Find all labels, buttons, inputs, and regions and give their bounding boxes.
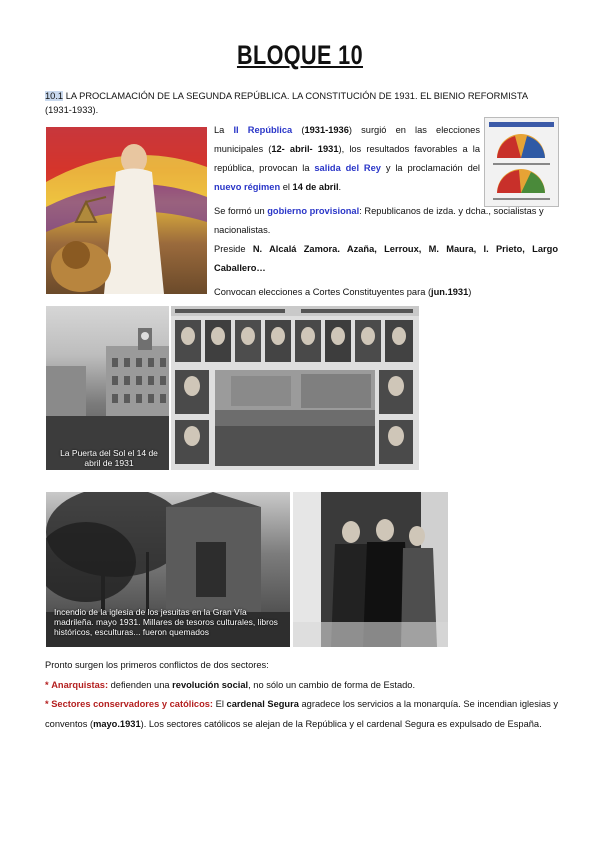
text-run: ), los resultados favorables a la república, provocan la xyxy=(214,144,480,173)
text-run: La xyxy=(214,125,234,135)
cardinal-segura-photo xyxy=(293,492,448,647)
conservatives-label: Sectores conservadores y católicos: xyxy=(51,699,214,709)
anarchists-label: Anarquistas: xyxy=(51,680,109,690)
provisional-government-newspaper xyxy=(171,306,419,470)
text-run: agradece los servicios a la monarquía. Se incendian iglesias y conventos ( xyxy=(45,699,559,729)
text-run: ). Los sectores católicos se alejan de la República y el cardenal Segura es expulsado de España. xyxy=(140,719,542,729)
presidents-paragraph xyxy=(214,240,558,278)
text-run: : Republicanos de izda. y dcha., socialistas y nacionalistas. xyxy=(214,206,544,235)
intro-paragraph xyxy=(214,121,480,197)
section-number: 10.1 xyxy=(45,91,64,101)
puerta-del-sol-photo xyxy=(46,306,169,470)
bullet-marker: * xyxy=(45,680,49,690)
puerta-sol-caption: La Puerta del Sol el 14 de abril de 1931 xyxy=(60,448,158,468)
elections-date: jun.1931 xyxy=(431,287,469,297)
section-heading xyxy=(45,89,555,117)
text-run: Se formó un xyxy=(214,206,268,216)
conservatives-item xyxy=(45,694,558,734)
text-run: Convocan elecciones a Cortes Constituyentes para ( xyxy=(214,287,432,297)
text-run: , no sólo un cambio de forma de Estado. xyxy=(248,680,416,690)
text-run: defienden una xyxy=(108,680,173,690)
section-heading-text: LA PROCLAMACIÓN DE LA SEGUNDA REPÚBLICA. LA CONSTITUCIÓN DE 1931. EL BIENIO REFORMISTA (1931-1933). xyxy=(45,91,528,115)
text-run: . xyxy=(338,182,342,192)
conflicts-intro: Pronto surgen los primeros conflictos de dos sectores: xyxy=(45,660,269,670)
highlight-nuevo-regimen: nuevo régimen xyxy=(214,182,281,192)
text-run: ) xyxy=(468,287,472,297)
text-run: El xyxy=(213,699,227,709)
social-revolution: revolución social xyxy=(172,680,249,690)
highlight-salida-rey: salida del Rey xyxy=(314,163,381,173)
text-run: el xyxy=(280,182,293,192)
highlight-gobierno-provisional: gobierno provisional xyxy=(267,206,360,216)
provisional-government-paragraph xyxy=(214,202,556,240)
proclamation-date: 14 de abril xyxy=(292,182,339,192)
republic-allegory-image xyxy=(46,127,207,294)
government-members: N. Alcalá Zamora. Azaña, Lerroux, M. Maura, I. Prieto, Largo Caballero… xyxy=(214,244,558,273)
church-fire-caption: Incendio de la iglesia de los jesuitas en la Gran Vía madrileña. mayo 1931. Millares de tesoros culturales, libros históricos, esculturas... fueron quemados xyxy=(54,607,278,637)
election-date: 12- abril- 1931 xyxy=(271,144,339,154)
text-run: y la proclamación del xyxy=(380,163,481,173)
fire-date: mayo.1931 xyxy=(93,719,141,729)
date-range: 1931-1936 xyxy=(304,125,349,135)
anarchists-item xyxy=(45,675,558,695)
text-run: ) surgió en las elecciones municipales ( xyxy=(214,125,480,154)
election-results-thumbnail xyxy=(484,117,559,207)
bullet-marker: * xyxy=(45,699,49,709)
elections-paragraph xyxy=(214,283,558,302)
page-title: BLOQUE 10 xyxy=(236,40,364,70)
cardinal-segura: cardenal Segura xyxy=(226,699,299,709)
text-run: ( xyxy=(292,125,305,135)
text-run: Preside xyxy=(214,244,253,254)
church-fire-photo xyxy=(46,492,290,647)
highlight-ii-republica: II República xyxy=(233,125,293,135)
